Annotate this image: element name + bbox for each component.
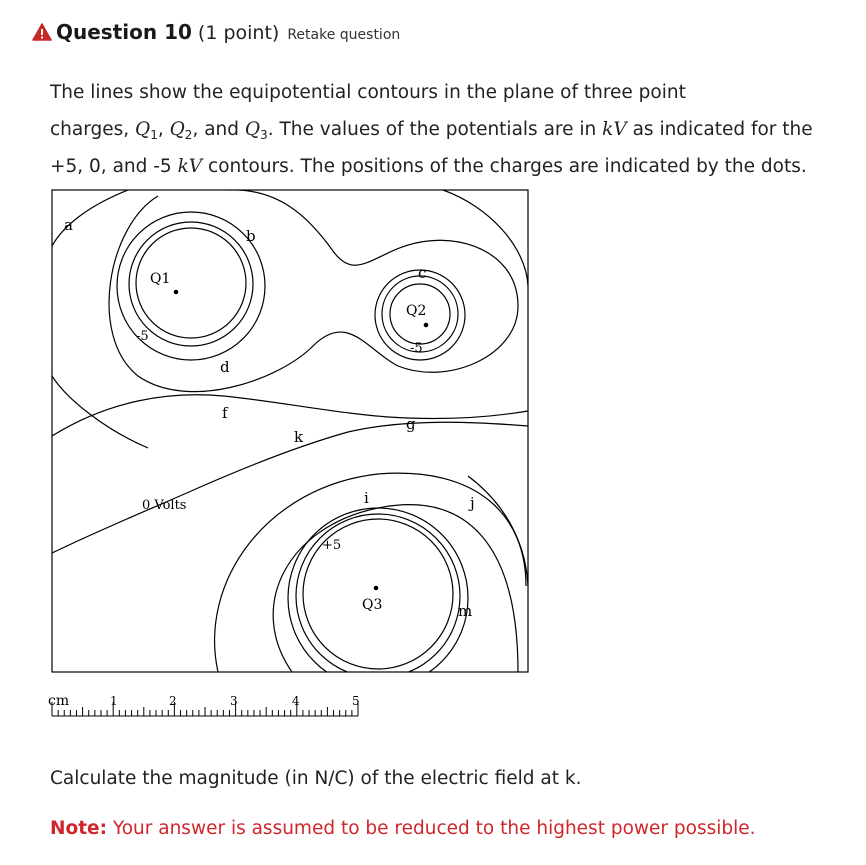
label-q2: Q2 — [406, 303, 427, 319]
question-text: Calculate the magnitude (in N/C) of the electric field at k. — [50, 768, 582, 789]
label-minus5-q2: -5 — [410, 341, 423, 356]
ruler — [48, 693, 360, 716]
question-prompt — [50, 74, 850, 185]
equipotential-figure — [48, 186, 534, 726]
q1-dot — [174, 290, 179, 295]
note-label: Note: — [50, 818, 107, 839]
q3-dot — [374, 586, 379, 591]
prompt-line-2: charges, $Q_1$, $Q_2$, and $Q_3$. The values of the potentials are in kV as indicated for the — [50, 119, 813, 142]
label-q1: Q1 — [150, 271, 171, 287]
ruler-tick-label: 3 — [230, 694, 238, 708]
label-zero-volts: 0 Volts — [142, 498, 187, 513]
retake-question-link[interactable]: Retake question — [287, 27, 401, 43]
equipotential-diagram — [48, 186, 534, 726]
ruler-tick-label: 4 — [292, 694, 300, 708]
label-f: f — [222, 404, 228, 422]
prompt-line-3: +5, 0, and -5 kV contours. The positions of the charges are indicated by the dots. — [50, 156, 807, 177]
question-points: (1 point) — [197, 22, 280, 44]
label-i: i — [364, 489, 369, 507]
label-j: j — [470, 494, 475, 512]
note-text: Your answer is assumed to be reduced to the highest power possible. — [106, 818, 756, 839]
note — [50, 818, 756, 839]
label-g: g — [406, 415, 416, 433]
plot-frame — [52, 190, 528, 672]
ruler-unit: cm — [48, 693, 70, 709]
label-m: m — [458, 602, 473, 620]
question-title: Question 10 — [56, 20, 192, 44]
label-b: b — [246, 227, 256, 245]
q2-dot — [424, 323, 429, 328]
label-d: d — [220, 358, 230, 376]
ruler-tick-label: 1 — [110, 694, 118, 708]
ruler-tick-label: 5 — [352, 694, 360, 708]
prompt-line-1: The lines show the equipotential contours in the plane of three point — [50, 82, 686, 103]
label-plus5: +5 — [322, 538, 342, 553]
label-c: c — [418, 264, 427, 282]
label-k: k — [294, 428, 304, 446]
question-header — [32, 20, 400, 44]
label-a: a — [64, 216, 73, 234]
label-q3: Q3 — [362, 597, 383, 613]
label-minus5-q1: -5 — [136, 329, 149, 344]
ruler-tick-label: 2 — [169, 694, 177, 708]
warning-icon — [32, 23, 52, 41]
